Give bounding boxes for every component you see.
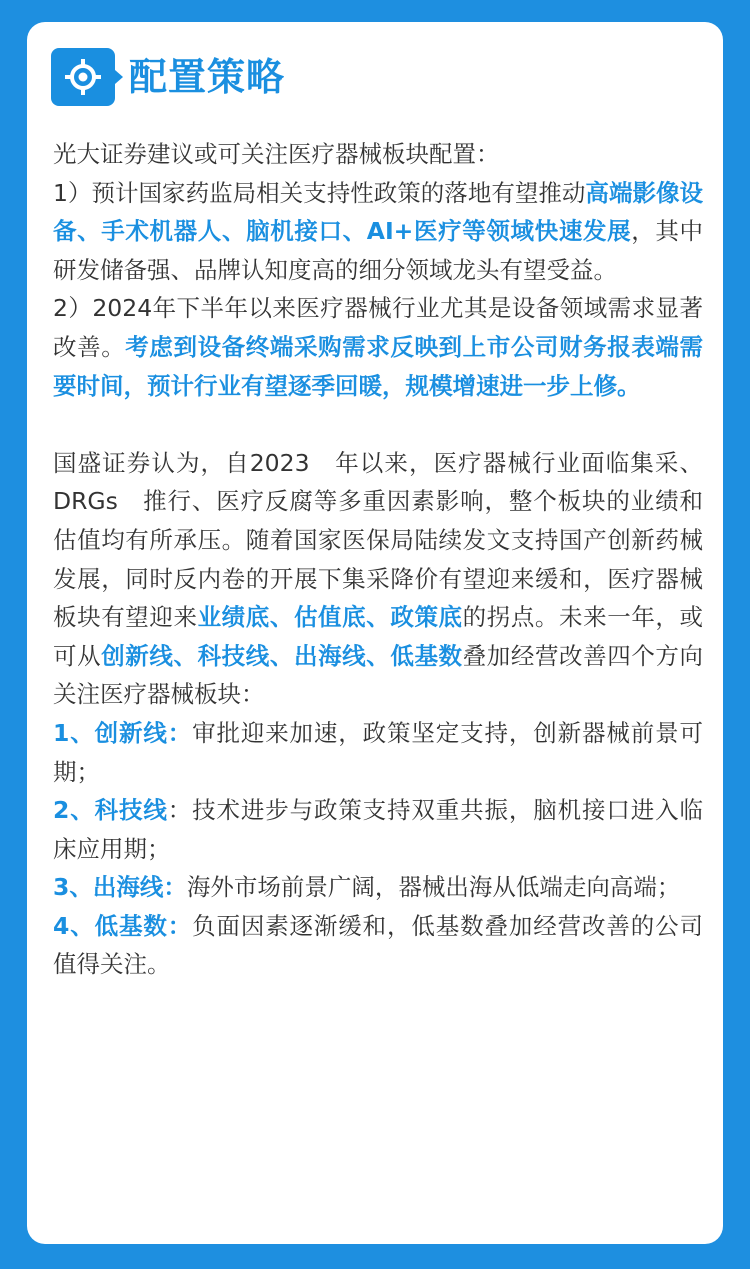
section-header — [51, 48, 285, 106]
content-card — [27, 22, 723, 1244]
target-icon-graphic — [63, 57, 103, 97]
paragraph-intro: 光大证券建议或可关注医疗器械板块配置： — [53, 140, 500, 168]
list-item: 2、科技线：技术进步与政策支持双重共振，脑机接口进入临床应用期； — [53, 796, 704, 863]
list-item-label: 4、低基数： — [53, 911, 193, 940]
paragraph-point-2: 2）2024年下半年以来医疗器械行业尤其是设备领域需求显著改善。考虑到设备终端采购需求反映到上市公司财务报表端需要时间，预计行业有望逐季回暖，规模增速进一步上修。 — [53, 294, 704, 400]
list-item: 4、低基数：负面因素逐渐缓和，低基数叠加经营改善的公司值得关注。 — [53, 911, 703, 979]
paragraph-analysis: 国盛证券认为，自2023 年以来，医疗器械行业面临集采、DRGs 推行、医疗反腐等多重因素影响，整个板块的业绩和估值均有所承压。随着国家医保局陆续发文支持国产创新药械发展，同时反内卷的开展下集采降价有望迎来缓和，医疗器械板块有望迎来业绩底、估值底、政策底的拐点。未来一年，或可从创新线、科技线、出海线、低基数叠加经营改善四个方向关注医疗器械板块： — [53, 448, 704, 709]
paragraph-point-1: 1）预计国家药监局相关支持性政策的落地有望推动高端影像设备、手术机器人、脑机接口、AI+医疗等领域快速发展，其中研发储备强、品牌认知度高的细分领域龙头有望受益。 — [53, 178, 704, 284]
list-item: 1、创新线：审批迎来加速，政策坚定支持，创新器械前景可期； — [53, 718, 703, 786]
list-item-label: 3、出海线： — [53, 873, 187, 902]
target-icon — [51, 48, 115, 106]
list-item-label: 2、科技线 — [53, 796, 168, 825]
list-item: 3、出海线：海外市场前景广阔，器械出海从低端走向高端； — [53, 873, 681, 902]
article-body — [53, 135, 703, 984]
highlight-text: 高端影像设备、手术机器人、脑机接口、AI+医疗等领域快速发展 — [53, 178, 704, 246]
highlight-text: 考虑到设备终端采购需求反映到上市公司财务报表端需要时间，预计行业有望逐季回暖，规模增速进一步上修。 — [53, 332, 704, 400]
highlight-text: 创新线、科技线、出海线、低基数 — [101, 641, 463, 670]
highlight-text: 业绩底、估值底、政策底 — [197, 603, 463, 632]
list-item-label: 1、创新线： — [53, 718, 193, 747]
page-title: 配置策略 — [129, 55, 286, 99]
